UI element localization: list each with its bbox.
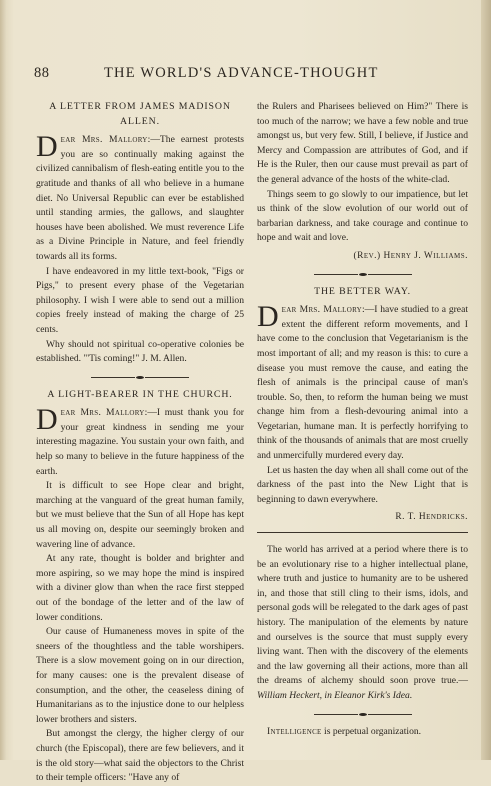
signature: R. T. Hendricks.: [395, 512, 468, 523]
salutation: ear Mrs. Mallory: [60, 407, 145, 419]
closing-text: is perpetual organization.: [321, 725, 422, 737]
article-title: THE BETTER WAY.: [314, 285, 411, 297]
article-paragraph: [257, 300, 468, 464]
article-better-way: [257, 285, 468, 526]
article-light-bearer: [36, 388, 244, 786]
paragraph-text: :—The earnest protests you are so continually making against the civilized cannibalism of flesh-eating entitle you to the gratitude and thanks of all who believe in a humane diet. No Universal Republic can ever be established until standing armies, the gallows, and slaughter houses have been abolished. We must reverence Life as a Divine Principle in Nature, and feel friendly towards all its forms.: [36, 134, 244, 262]
section-divider: [36, 376, 244, 379]
page-right-edge: [481, 0, 491, 760]
article-title: A LETTER FROM JAMES MADISON ALLEN.: [49, 101, 231, 127]
article-light-bearer-continued: [257, 100, 468, 264]
paragraph-text: :—I have studied to a great extent the different reform movements, and I have come to the conclusion that Vegetarianism is the most important of all; and my reason is this: to cure a disease you must remove the cause, and eating the flesh of animals is the principal cause of man's trouble. So, then, to reform the human being we must change him from a flesh-devouring animal into a Vegetarian, humane man. It is perfectly horrifying to think of the thousands of animals that are most cruelly and unmercifully murdered every day.: [257, 304, 468, 462]
article-evolution-quote: [257, 543, 468, 704]
article-paragraph: Our cause of Humaneness moves in spite of the sneers of the thoughtless and the table worshipers. There is a slow movement going on in our direction, for many causes: one is the prevalent disease of consumption, and the other, the ceaseless dining of Humanitarians as to the injustice done to our helpless lower brothers and sisters.: [36, 626, 244, 725]
page-number: 88: [34, 65, 50, 81]
article-paragraph: Let us hasten the day when all shall come out of the darkness of the past into the New Light that is beginning to dawn everywhere.: [257, 464, 468, 505]
article-title: A LIGHT-BEARER IN THE CHURCH.: [47, 388, 233, 400]
article-letter-allen: [36, 100, 244, 367]
left-column: [36, 100, 244, 786]
article-paragraph: I have endeavored in my little text-book, "Figs or Pigs," to present every phase of the Vegetarian philosophy. I wish I were able to send out a million copies freely instead of making the charge of 25 cents.: [36, 265, 244, 335]
paragraph-text: The world has arrived at a period where there is to be an evolutionary rise to a higher intellectual plane, where truth and justice to humanity are to be ushered in, and those that still cling to their isms, idols, and personal gods will be relegated to the dark ages of past history. The manipulation of the elements by nature and ourselves is the source that must supply every living want. Then with the discovery of the elements and the law governing all their actions, more than all the dreams of alchemy should soon prove true.—: [257, 544, 468, 687]
section-divider: [257, 713, 468, 716]
section-divider: [257, 273, 468, 276]
attribution: William Heckert, in Eleanor Kirk's Idea.: [257, 689, 413, 701]
closing-line: [257, 725, 468, 740]
paragraph-text: :—I must thank you for your great kindness in sending me your interesting magazine. You sustain your own faith, and help so many to believe in the future happiness of the earth.: [36, 407, 244, 477]
section-rule: [257, 532, 468, 533]
running-title: THE WORLD'S ADVANCE-THOUGHT: [104, 65, 379, 81]
page-left-edge: [0, 0, 6, 760]
article-paragraph: But amongst the clergy, the higher clergy of our church (the Episcopal), there are few believers, and it is the old story—what said the objectors to the Christ to their temple officers: "Have any of: [36, 728, 244, 784]
page-header: [34, 65, 464, 85]
article-paragraph: [36, 130, 244, 264]
salutation: ear Mrs. Mallory: [60, 134, 148, 146]
article-paragraph: the Rulers and Pharisees believed on Him?" There is too much of the narrow; we have a few noble and true amongst us, but very few. Still, I believe, if Justice and Mercy and Compassion are attributes of God, and if He is the Ruler, then our cause must prevail as part of the general advance of the hosts of the white-clad.: [257, 101, 468, 185]
article-paragraph: It is difficult to see Hope clear and bright, marching at the vanguard of the great human family, but we must believe that the Sun of all Hope has kept us all moving on, despite our seemingly broken and wavering line of advance.: [36, 480, 244, 550]
drop-cap: D: [36, 130, 58, 164]
article-paragraph: [36, 403, 244, 479]
salutation: ear Mrs. Mallory: [281, 304, 363, 316]
drop-cap: D: [36, 403, 58, 437]
signature: (Rev.) Henry J. Williams.: [353, 250, 468, 261]
closing-lead: Intelligence: [267, 725, 322, 737]
right-column: [257, 100, 468, 739]
article-paragraph: At any rate, thought is bolder and brighter and more aspiring, so we may hope the mind is inspired with a diviner glow than when the race first stepped out of the bondage of the letter and of the law of lower conditions.: [36, 553, 244, 623]
article-paragraph: Why should not spiritual co-operative colonies be established. "'Tis coming!" J. M. Allen.: [36, 338, 244, 365]
drop-cap: D: [257, 300, 279, 334]
article-paragraph: Things seem to go slowly to our impatience, but let us think of the slow evolution of our world out of barbarian darkness, and take courage and continue to hope and wait and love.: [257, 188, 468, 244]
article-paragraph: [257, 543, 468, 704]
